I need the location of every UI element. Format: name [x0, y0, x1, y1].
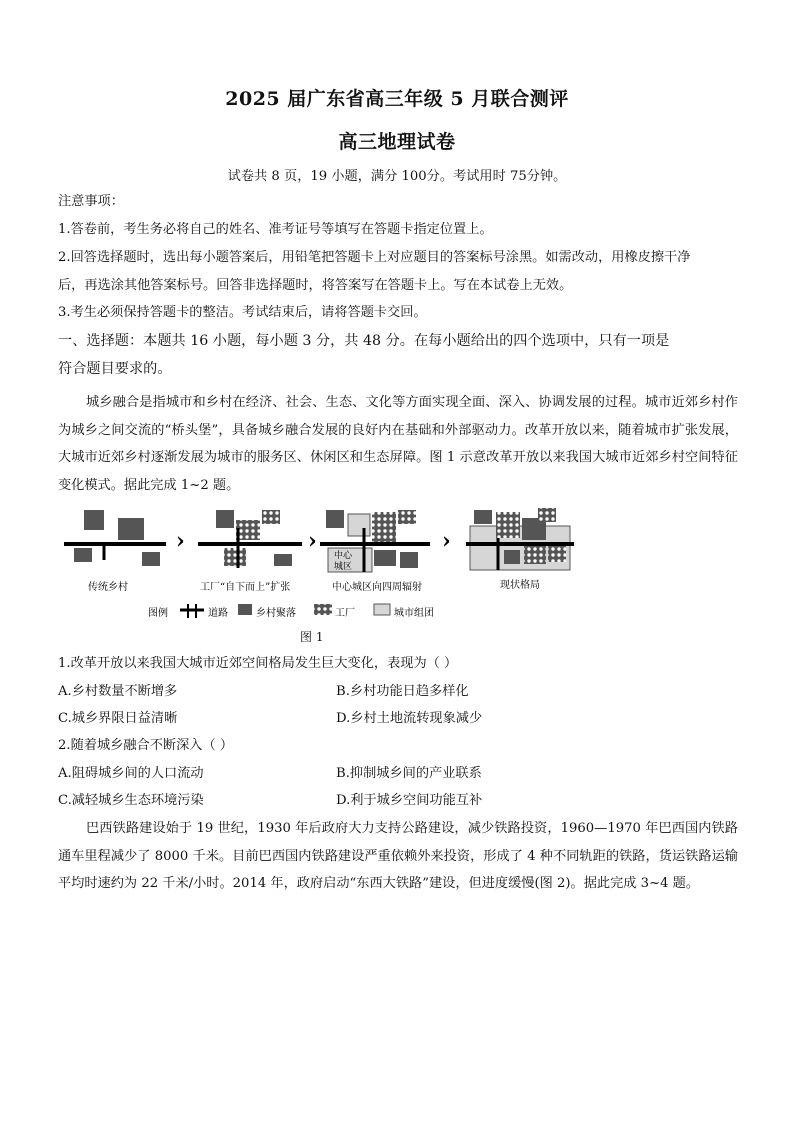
village-block [400, 552, 418, 568]
center-label: 城区 [334, 562, 353, 572]
stage-label: 工厂“自下而上”扩张 [200, 582, 291, 593]
passage-2: 巴西铁路建设始于 19 世纪，1930 年后政府大力支持公路建设，减少铁路投资，1960—1970 年巴西国内铁路通车里程减少了 8000 千米。目前巴西国内铁路建设严重依赖外来投资，形成了 4 种不同轨距的铁路，货运铁路运输平均时速约为 22 千米/小时。2014 年，政府启动“东西大铁路”建设，但进度缓慢(图 2)。据此完成 3~4 题。 [58, 821, 738, 891]
notice-item: 后，再选涂其他答案标号。回答非选择题时，将答案写在答题卡上。写在本试卷上无效。 [58, 278, 573, 293]
stage-current [466, 508, 574, 570]
city-block [348, 514, 370, 536]
notice-item: 2.回答选择题时，选出每小题答案后，用铅笔把答题卡上对应题目的答案标号涂黑。如需改动，用橡皮擦干净 [58, 250, 691, 265]
village-block [326, 510, 344, 528]
exam-info: 试卷共 8 页，19 小题，满分 100分。考试用时 75分钟。 [227, 169, 567, 184]
stage-traditional [64, 510, 166, 566]
legend [148, 604, 434, 619]
q2-option-c: C.减轻城乡生态环境污染 [58, 793, 204, 808]
stage-factory [198, 510, 302, 568]
q1-option-b: B.乡村功能日趋多样化 [336, 684, 469, 699]
figure-1 [58, 498, 598, 648]
legend-village-swatch [238, 604, 252, 615]
arrow-icon: › [176, 528, 185, 554]
legend-factory: 工厂 [335, 608, 355, 619]
legend-road: 道路 [208, 608, 228, 619]
factory-block [224, 548, 246, 566]
question-1-stem: 1.改革开放以来我国大城市近郊空间格局发生巨大变化，表现为（ ） [58, 656, 458, 671]
q1-option-a: A.乡村数量不断增多 [58, 684, 178, 699]
subject-title: 高三地理试卷 [338, 131, 456, 153]
notice-item: 3.考生必须保持答题卡的整洁。考试结束后，请将答题卡交回。 [58, 305, 427, 320]
q2-option-d: D.利于城乡空间功能互补 [336, 793, 483, 808]
legend-title: 图例 [148, 608, 168, 619]
figure-caption: 图 1 [300, 630, 324, 644]
factory-block [398, 510, 416, 524]
factory-block [538, 508, 556, 522]
q2-option-a: A.阻碍城乡间的人口流动 [58, 766, 204, 781]
legend-village: 乡村聚落 [256, 608, 296, 619]
factory-block [372, 512, 396, 542]
section-heading-cont: 符合题目要求的。 [58, 361, 172, 377]
village-block [118, 518, 144, 540]
factory-block [236, 520, 260, 540]
legend-city: 城市组团 [394, 608, 434, 619]
center-label: 中心 [334, 551, 353, 561]
arrow-icon: › [442, 528, 451, 554]
village-block [216, 510, 234, 528]
q2-option-b: B.抑制城乡间的产业联系 [336, 766, 482, 781]
factory-block [262, 510, 280, 524]
legend-city-swatch [374, 604, 390, 615]
village-block [474, 510, 492, 524]
factory-block [524, 546, 546, 564]
section-heading: 一、选择题：本题共 16 小题，每小题 3 分，共 48 分。在每小题给出的四个选项中，只有一项是 [58, 333, 670, 349]
village-block [504, 550, 520, 564]
passage-1: 城乡融合是指城市和乡村在经济、社会、生态、文化等方面实现全面、深入、协调发展的过程。城市近郊乡村作为城乡之间交流的“桥头堡”，具备城乡融合发展的良好内在基础和外部驱动力。改革开放以来，随着城市扩张发展，大城市近郊乡村逐渐发展为城市的服务区、休闲区和生态屏障。图 1 示意改革开放以来我国大城市近郊乡村空间特征变化模式。据此完成 1~2 题。 [58, 395, 738, 493]
q1-option-c: C.城乡界限日益清晰 [58, 711, 178, 726]
stage-label: 传统乡村 [88, 582, 128, 593]
notice-item: 1.答卷前，考生务必将自己的姓名、准考证号等填写在答题卡指定位置上。 [58, 222, 493, 237]
village-block [274, 554, 292, 566]
village-block [142, 552, 160, 566]
arrow-icon: › [308, 528, 317, 554]
factory-block [496, 512, 520, 538]
village-block [84, 510, 104, 530]
question-2-stem: 2.随着城乡融合不断深入（ ） [58, 738, 234, 753]
stage-radiating [320, 510, 430, 572]
exam-title: 2025 届广东省高三年级 5 月联合测评 [225, 88, 569, 110]
notice-heading: 注意事项： [58, 194, 124, 209]
stage-label: 现状格局 [500, 580, 540, 591]
legend-factory-swatch [314, 604, 332, 615]
q1-option-d: D.乡村土地流转现象减少 [336, 711, 483, 726]
village-block [374, 550, 396, 566]
stage-label: 中心城区向四周辐射 [332, 582, 422, 593]
village-block [74, 548, 92, 562]
factory-block [548, 546, 566, 562]
figure-1-diagram [58, 498, 598, 628]
